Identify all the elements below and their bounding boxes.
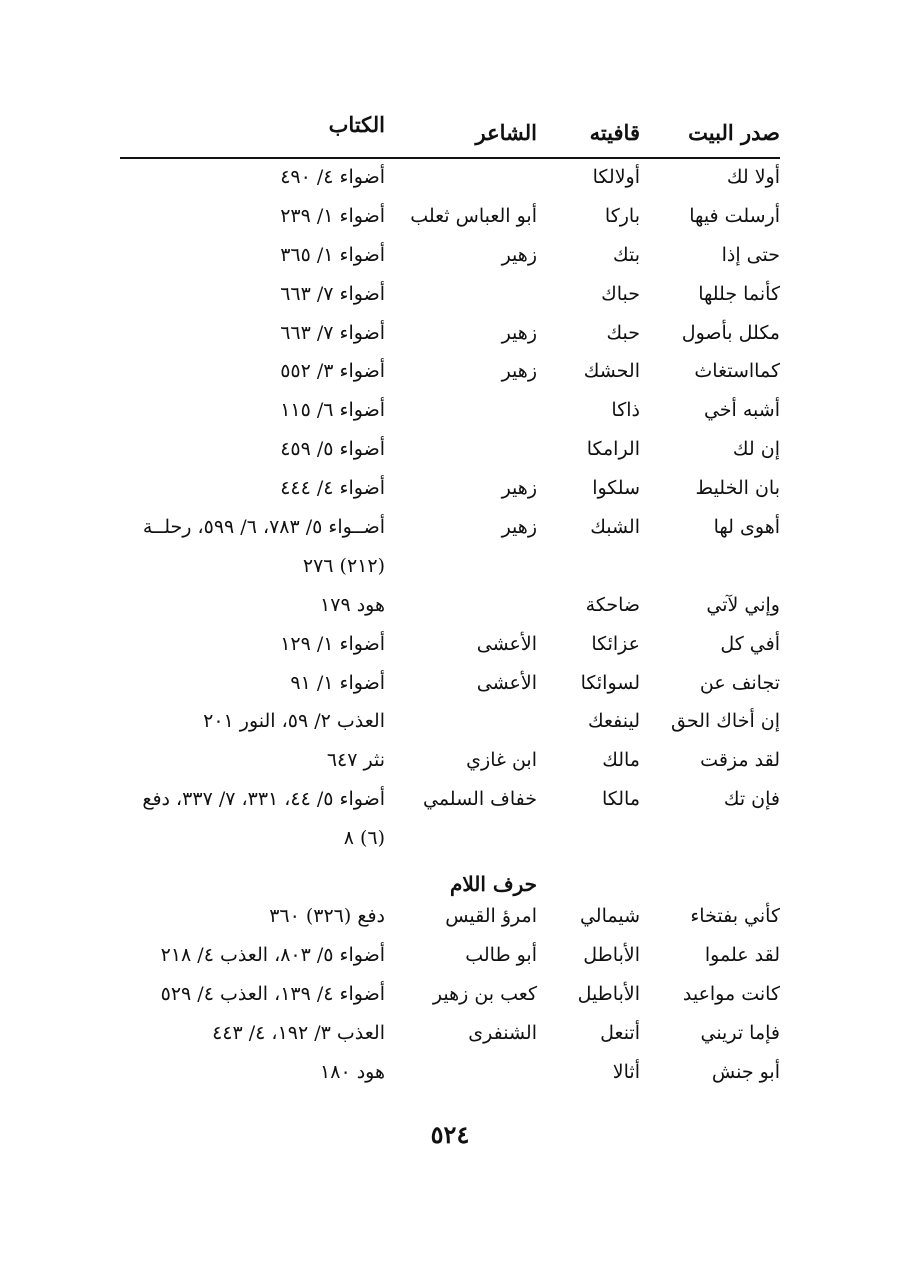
cell-shaer: زهير: [501, 321, 537, 344]
table-row: [120, 588, 780, 627]
cell-sadr: أبو جنش: [711, 1060, 780, 1083]
cell-shaer: زهير: [501, 360, 537, 383]
cell-sadr: إن أخاك الحق: [671, 710, 780, 733]
header-qafia: قافيته: [589, 120, 640, 145]
cell-sadr: مكلل بأصول: [681, 321, 780, 344]
cell-kitab: أضــواء ٥/ ٧٨٣، ٦/ ٥٩٩، رحلــة (٢١٢) ٢٧٦: [142, 516, 385, 577]
cell-sadr: فإن تك: [723, 788, 780, 811]
cell-qafia: باركا: [604, 204, 640, 227]
table-row: [120, 160, 780, 199]
cell-shaer: امرؤ القيس: [445, 904, 537, 927]
cell-qafia: مالك: [602, 749, 640, 772]
cell-kitab: أضواء ٦/ ١١٥: [280, 399, 385, 422]
cell-shaer: ابن غازي: [466, 749, 537, 772]
table-header: [120, 112, 780, 152]
table-row: [120, 666, 780, 705]
header-shaer: الشاعر: [475, 120, 537, 145]
cell-kitab: أضواء ١/ ٩١: [290, 671, 385, 694]
cell-qafia: الرامكا: [586, 438, 640, 461]
table-row: [120, 899, 780, 938]
cell-sadr: كانت مواعيد: [682, 982, 780, 1005]
cell-sadr: وإني لآتي: [706, 593, 780, 616]
table-row: [120, 393, 780, 432]
cell-sadr: أفي كل: [720, 632, 780, 655]
cell-shaer: خفاف السلمي: [422, 788, 537, 811]
cell-kitab: أضواء ١/ ١٢٩: [280, 632, 385, 655]
cell-sadr: أهوى لها: [713, 516, 780, 539]
table-row: [120, 354, 780, 393]
table-row: [120, 510, 780, 588]
cell-shaer: الأعشى: [476, 671, 537, 694]
cell-qafia: لينفعك: [587, 710, 640, 733]
index-page: [120, 0, 780, 1271]
cell-qafia: مالكا: [601, 788, 640, 811]
cell-sadr: إن لك: [732, 438, 780, 461]
cell-shaer: زهير: [501, 516, 537, 539]
cell-qafia: حباك: [601, 282, 640, 305]
cell-sadr: كأني بفتخاء: [690, 904, 780, 927]
table-row: [120, 1055, 780, 1094]
cell-shaer: كعب بن زهير: [432, 982, 537, 1005]
table-row: [120, 704, 780, 743]
cell-qafia: حبك: [606, 321, 640, 344]
table-row: [120, 782, 780, 860]
cell-shaer: أبو العباس ثعلب: [410, 204, 537, 227]
table-row: [120, 199, 780, 238]
cell-kitab: أضواء ٥/ ٨٠٣، العذب ٤/ ٢١٨: [160, 943, 385, 966]
table-row: [120, 316, 780, 355]
cell-sadr: أشبه أخي: [703, 399, 780, 422]
table-row: [120, 238, 780, 277]
cell-sadr: أرسلت فيها: [689, 204, 780, 227]
cell-qafia: ضاحكة: [585, 593, 640, 616]
cell-qafia: لسوائكا: [580, 671, 640, 694]
section-title: حرف اللام: [449, 872, 537, 897]
table-row: [120, 743, 780, 782]
cell-qafia: الحشك: [583, 360, 640, 383]
cell-sadr: كأنما جللها: [698, 282, 780, 305]
table-row: [120, 977, 780, 1016]
cell-sadr: حتى إذا: [721, 243, 780, 266]
verse-table: [120, 160, 780, 1093]
table-row: [120, 938, 780, 977]
cell-qafia: أتنعل: [600, 1021, 640, 1044]
cell-shaer: زهير: [501, 243, 537, 266]
cell-kitab: أضواء ٥/ ٤٤، ٣٣١، ٧/ ٣٣٧، دفع (٦) ٨: [142, 788, 385, 850]
cell-kitab: هود ١٨٠: [320, 1060, 385, 1083]
header-sadr: صدر البيت: [688, 120, 780, 145]
cell-kitab: دفع (٣٢٦) ٣٦٠: [269, 904, 385, 927]
cell-qafia: الأباطيل: [577, 982, 640, 1005]
cell-qafia: الأباطل: [583, 943, 640, 966]
cell-qafia: الشبك: [590, 516, 640, 539]
cell-qafia: شيمالي: [579, 904, 640, 927]
cell-sadr: فإما تريني: [700, 1021, 780, 1044]
table-row: [120, 471, 780, 510]
cell-qafia: ذاكا: [611, 399, 640, 422]
cell-shaer: زهير: [501, 477, 537, 500]
table-row: [120, 432, 780, 471]
cell-kitab: أضواء ٤/ ٤٩٠: [280, 166, 385, 188]
cell-kitab: أضواء ٧/ ٦٦٣: [280, 282, 385, 305]
page-number: ٥٢٤: [430, 1120, 470, 1149]
section-heading-row: [120, 860, 780, 899]
cell-kitab: أضواء ١/ ٢٣٩: [280, 204, 385, 227]
cell-qafia: عزائكا: [591, 632, 640, 655]
cell-shaer: الأعشى: [476, 632, 537, 655]
cell-sadr: بان الخليط: [695, 477, 780, 500]
cell-sadr: كمااستغاث: [694, 360, 780, 383]
cell-sadr: لقد علموا: [704, 943, 780, 966]
cell-sadr: لقد مزقت: [700, 749, 780, 772]
table-row: [120, 627, 780, 666]
cell-qafia: سلكوا: [592, 477, 640, 500]
cell-kitab: أضواء ١/ ٣٦٥: [280, 243, 385, 266]
cell-kitab: نثر ٦٤٧: [326, 749, 385, 772]
cell-kitab: العذب ٢/ ٥٩، النور ٢٠١: [203, 710, 385, 733]
cell-kitab: أضواء ٤/ ١٣٩، العذب ٤/ ٥٢٩: [160, 982, 385, 1005]
cell-qafia: أولالكا: [592, 166, 640, 188]
cell-qafia: بتك: [612, 243, 640, 266]
cell-kitab: أضواء ٤/ ٤٤٤: [280, 477, 385, 500]
cell-shaer: الشنفرى: [468, 1021, 537, 1044]
cell-qafia: أثالا: [612, 1060, 640, 1083]
cell-kitab: أضواء ٥/ ٤٥٩: [280, 438, 385, 461]
table-row: [120, 277, 780, 316]
header-kitab: الكتاب: [328, 112, 385, 137]
cell-kitab: أضواء ٣/ ٥٥٢: [280, 360, 385, 383]
cell-kitab: العذب ٣/ ١٩٢، ٤/ ٤٤٣: [212, 1021, 385, 1044]
cell-sadr: تجانف عن: [699, 671, 780, 694]
table-row: [120, 1016, 780, 1055]
cell-sadr: أولا لك: [726, 166, 780, 188]
cell-shaer: أبو طالب: [465, 943, 537, 966]
cell-kitab: هود ١٧٩: [320, 593, 385, 616]
cell-kitab: أضواء ٧/ ٦٦٣: [280, 321, 385, 344]
